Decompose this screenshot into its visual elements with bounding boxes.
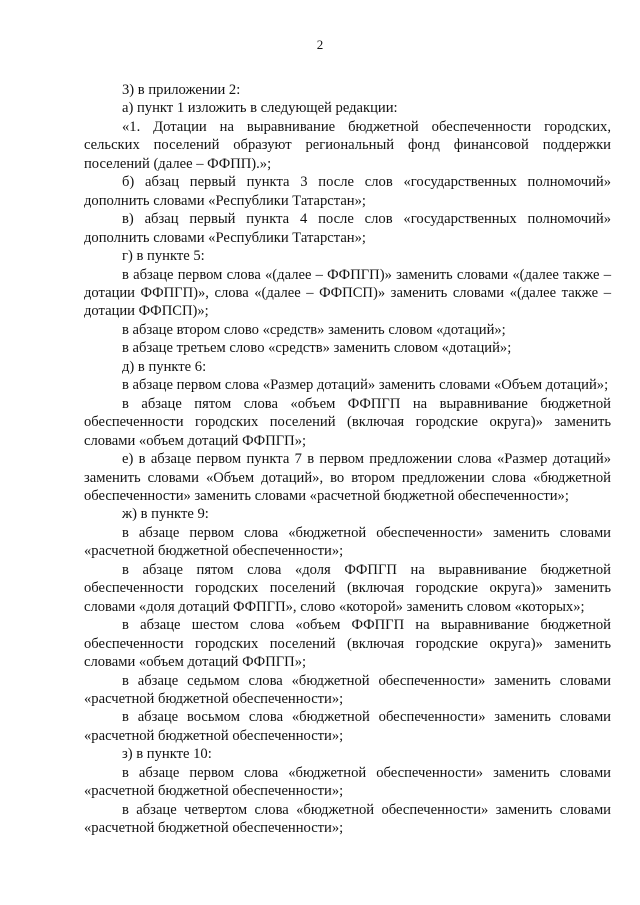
paragraph-subitem-e: е) в абзаце первом пункта 7 в первом предложении слова «Размер дотаций» заменить словами «Объем дотаций», во втором предложении слова «бюджетной обеспеченности» заменить словами «расчетной бюджетной обеспеченности»; <box>84 451 615 504</box>
paragraph-zh-abzac-6: в абзаце шестом слова «объем ФФПГП на выравнивание бюджетной обеспеченности городских поселений (включая городские округа)» заменить словами «объем дотаций ФФПГП»; <box>84 617 615 671</box>
paragraph-quote-point-1: «1. Дотации на выравнивание бюджетной обеспеченности городских, сельских поселений образуют региональный фонд финансовой поддержки поселений (далее – ФФПП).»; <box>84 118 615 172</box>
page-number: 2 <box>316 37 324 52</box>
paragraph-g-abzac-3: в абзаце третьем слово «средств» заменить словом «дотаций»; <box>122 340 512 357</box>
paragraph-d-abzac-1: в абзаце первом слова «Размер дотаций» заменить словами «Объем дотаций»; <box>122 377 609 394</box>
paragraph-subitem-z: з) в пункте 10: <box>122 746 212 763</box>
paragraph-zh-abzac-7: в абзаце седьмом слова «бюджетной обеспеченности» заменить словами «расчетной бюджетной обеспеченности»; <box>84 672 615 707</box>
paragraph-subitem-b: б) абзац первый пункта 3 после слов «государственных полномочий» дополнить словами «Республики Татарстан»; <box>84 174 615 209</box>
paragraph-subitem-d: д) в пункте 6: <box>122 358 207 375</box>
paragraph-subitem-v: в) абзац первый пункта 4 после слов «государственных полномочий» дополнить словами «Республики Татарстан»; <box>84 211 615 246</box>
paragraph-d-abzac-5: в абзаце пятом слова «объем ФФПГП на выравнивание бюджетной обеспеченности городских поселений (включая городские округа)» заменить словами «объем дотаций ФФПГП»; <box>84 395 615 449</box>
paragraph-g-abzac-1: в абзаце первом слова «(далее – ФФПГП)» заменить словами «(далее также – дотации ФФПГП)», слова «(далее – ФФПСП)» заменить словами «(далее также – дотации ФФПСП)»; <box>84 266 615 320</box>
paragraph-zh-abzac-8: в абзаце восьмом слова «бюджетной обеспеченности» заменить словами «расчетной бюджетной обеспеченности»; <box>84 709 615 744</box>
paragraph-zh-abzac-1: в абзаце первом слова «бюджетной обеспеченности» заменить словами «расчетной бюджетной обеспеченности»; <box>84 524 615 560</box>
paragraph-subitem-zh: ж) в пункте 9: <box>122 506 209 523</box>
paragraph-z-abzac-1: в абзаце первом слова «бюджетной обеспеченности» заменить словами «расчетной бюджетной обеспеченности»; <box>84 764 615 800</box>
paragraph-z-abzac-4: в абзаце четвертом слова «бюджетной обеспеченности» заменить словами «расчетной бюджетной обеспеченности»; <box>84 801 615 837</box>
paragraph-subitem-a: а) пункт 1 изложить в следующей редакции: <box>122 100 398 117</box>
document-body <box>84 81 615 838</box>
paragraph-subitem-g: г) в пункте 5: <box>122 248 205 265</box>
paragraph-item-3: 3) в приложении 2: <box>122 82 241 98</box>
paragraph-zh-abzac-5: в абзаце пятом слова «доля ФФПГП на выравнивание бюджетной обеспеченности городских поселений (включая городские округа)» заменить словами «доля дотаций ФФПГП», слово «которой» заменить словом «которых»; <box>84 561 615 615</box>
paragraph-g-abzac-2: в абзаце втором слово «средств» заменить словом «дотаций»; <box>122 321 506 338</box>
